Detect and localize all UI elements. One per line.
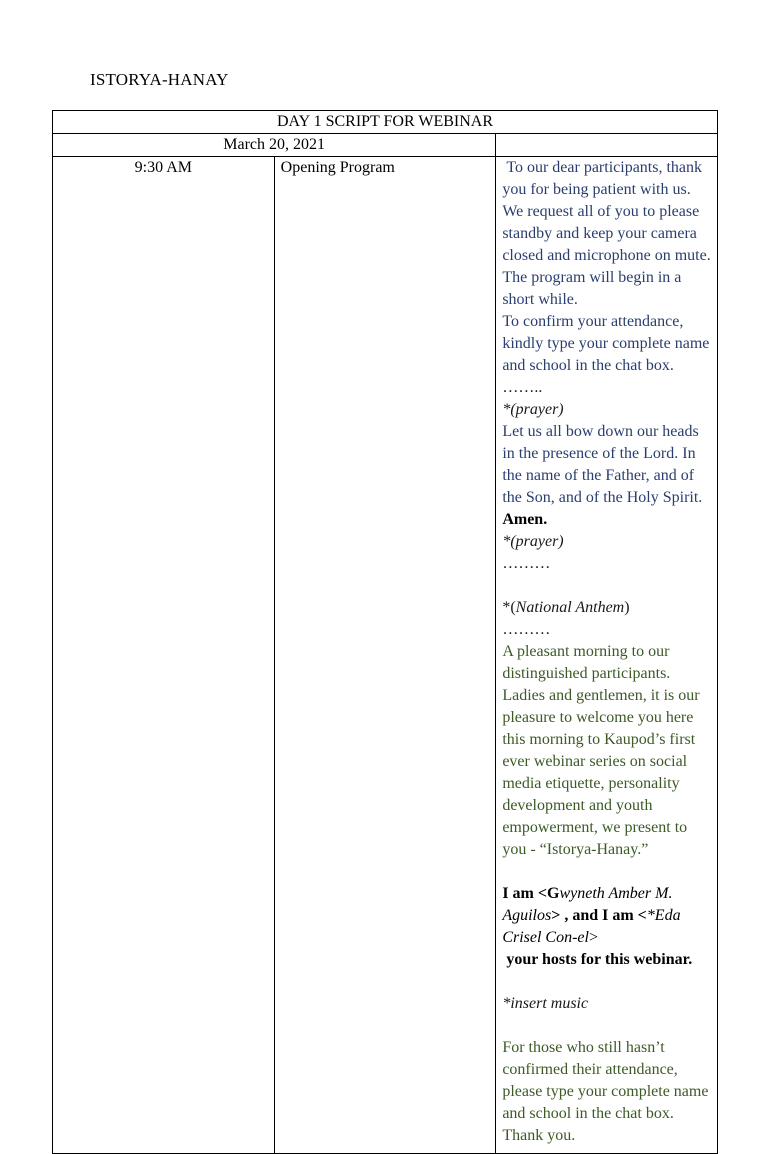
script-paragraph-reminder: For those who still hasn’t confirmed their attendance, please type your complete name and school in the chat box. Thank you. bbox=[502, 1039, 709, 1144]
ellipsis-line: ……… bbox=[502, 555, 551, 572]
document-title: ISTORYA-HANAY bbox=[90, 70, 229, 89]
table-heading-row bbox=[53, 111, 718, 134]
script-paragraph-prayer: Let us all bow down our heads in the presence of the Lord. In the name of the Father, and of the Son, and of the Holy Spirit. bbox=[502, 423, 703, 506]
amen-line: Amen. bbox=[502, 511, 548, 528]
prayer-cue: *(prayer) bbox=[502, 401, 564, 418]
hosts-introduction: I am <Gwyneth Amber M. Aguilos> , and I am <*Eda Crisel Con-el> bbox=[502, 885, 681, 946]
script-paragraph-attendance: To confirm your attendance, kindly type your complete name and school in the chat box. bbox=[502, 313, 710, 374]
script-content-cell bbox=[496, 157, 718, 1154]
prayer-cue: *(prayer) bbox=[502, 533, 564, 550]
script-paragraph-greeting: A pleasant morning to our distinguished participants. bbox=[502, 643, 671, 682]
script-table bbox=[52, 110, 718, 1154]
table-heading: DAY 1 SCRIPT FOR WEBINAR bbox=[53, 111, 718, 134]
script-paragraph-welcome: To our dear participants, thank you for being patient with us. We request all of you to please standby and keep your camera closed and microphone on mute. The program will begin in a short while. bbox=[502, 159, 711, 308]
anthem-cue: *(National Anthem) bbox=[502, 599, 630, 616]
music-cue: *insert music bbox=[502, 995, 589, 1012]
date-cell: March 20, 2021 bbox=[53, 134, 496, 157]
date-row bbox=[53, 134, 718, 157]
date-empty-cell bbox=[496, 134, 718, 157]
time-cell: 9:30 AM bbox=[53, 157, 275, 1154]
script-paragraph-introduction: Ladies and gentlemen, it is our pleasure to welcome you here this morning to Kaupod’s first ever webinar series on social media etiquette, personality development and youth empowerment, we present to you - “Istorya-Hanay.” bbox=[502, 687, 700, 858]
ellipsis-line: ……… bbox=[502, 621, 551, 638]
ellipsis-line: …….. bbox=[502, 379, 543, 396]
segment-cell: Opening Program bbox=[274, 157, 496, 1154]
hosts-line: your hosts for this webinar. bbox=[506, 951, 693, 968]
table-row bbox=[53, 157, 718, 1154]
